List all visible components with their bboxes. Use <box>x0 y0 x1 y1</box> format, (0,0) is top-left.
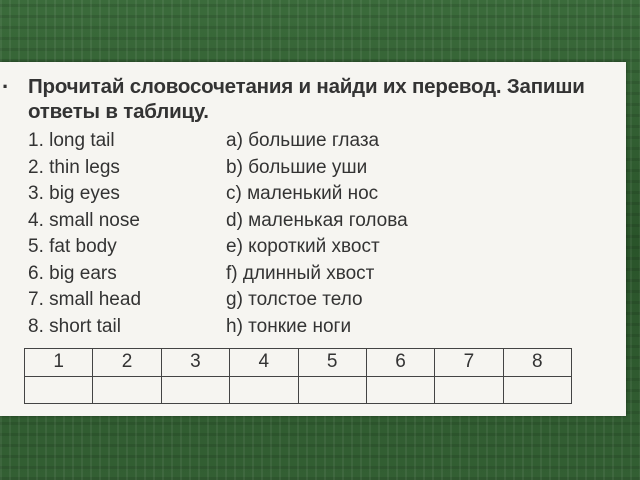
russian-translation: c) маленький нос <box>226 183 379 204</box>
answer-cell[interactable] <box>93 376 161 404</box>
answer-table-header-row <box>25 349 572 377</box>
answer-table-answer-row <box>25 376 572 404</box>
answer-cell[interactable] <box>366 376 434 404</box>
answer-table-header-cell: 4 <box>230 349 298 377</box>
answer-cell[interactable] <box>25 376 93 404</box>
instruction-line-2: ответы в таблицу. <box>28 100 209 123</box>
english-phrase: 7. small head <box>28 289 142 310</box>
answer-cell[interactable] <box>161 376 229 404</box>
exercise-bullet: . <box>2 68 9 93</box>
english-phrase-list <box>28 128 141 340</box>
english-phrase: 6. big ears <box>28 262 117 284</box>
english-phrase: 1. long tail <box>28 130 115 151</box>
answer-cell[interactable] <box>298 376 366 404</box>
answer-cell[interactable] <box>230 376 298 404</box>
russian-translation: f) длинный хвост <box>226 262 375 284</box>
russian-translation: g) толстое тело <box>226 289 363 310</box>
english-phrase: 3. big eyes <box>28 183 120 204</box>
exercise-instruction <box>28 74 608 124</box>
russian-translation: d) маленькая голова <box>226 209 408 231</box>
worksheet <box>0 62 626 416</box>
english-phrase: 8. short tail <box>28 315 121 337</box>
russian-translation: b) большие уши <box>226 156 368 178</box>
russian-translation: a) большие глаза <box>226 130 380 151</box>
answer-table-header-cell: 1 <box>25 349 93 377</box>
answer-table <box>24 348 572 404</box>
answer-table-header-cell: 7 <box>435 349 503 377</box>
instruction-line-1: Прочитай словосочетания и найди их перевод. Запиши <box>28 75 585 98</box>
russian-translation: h) тонкие ноги <box>226 315 352 337</box>
answer-cell[interactable] <box>435 376 503 404</box>
russian-translation-list <box>226 128 408 340</box>
russian-translation: e) короткий хвост <box>226 236 380 257</box>
english-phrase: 5. fat body <box>28 236 117 257</box>
answer-table-header-cell: 5 <box>298 349 366 377</box>
answer-table-header-cell: 3 <box>161 349 229 377</box>
answer-table-header-cell: 8 <box>503 349 571 377</box>
english-phrase: 4. small nose <box>28 209 140 231</box>
answer-cell[interactable] <box>503 376 571 404</box>
answer-table-header-cell: 2 <box>93 349 161 377</box>
answer-table-header-cell: 6 <box>366 349 434 377</box>
english-phrase: 2. thin legs <box>28 156 120 178</box>
